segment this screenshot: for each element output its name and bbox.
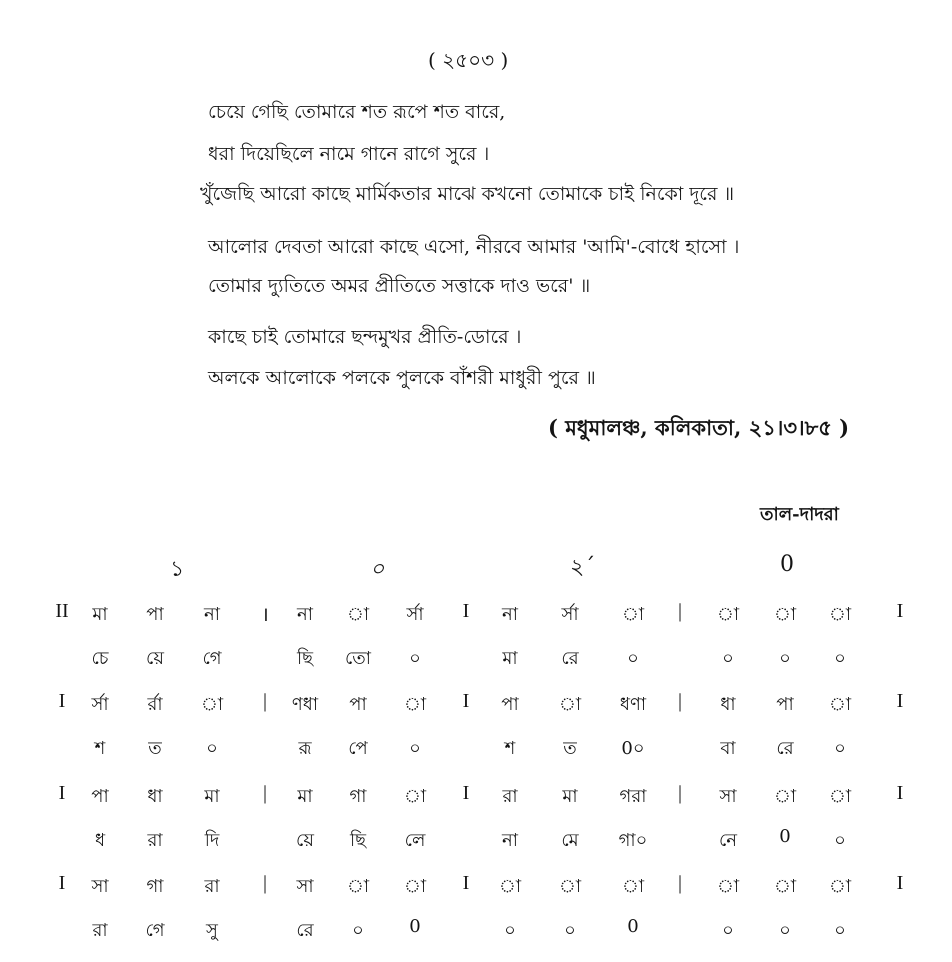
note-cell: মা [297, 786, 313, 807]
syllable-cell: গে [145, 920, 165, 941]
syllable-cell: 0 [627, 916, 639, 937]
row-end-bar: I [896, 782, 904, 804]
syllable-cell: য়ে [296, 830, 314, 851]
note-cell: া [558, 694, 582, 715]
syllable-cell: বা [720, 738, 736, 759]
syllable-cell: ০ [409, 738, 421, 759]
note-cell: গরা [619, 786, 647, 807]
note-cell: ধা [147, 786, 163, 807]
note-cell: া [828, 604, 852, 625]
syllable-cell: রূ [298, 738, 312, 759]
note-cell: া [773, 876, 797, 897]
bar-line: | [677, 782, 683, 804]
note-cell: মা [204, 786, 220, 807]
note-cell: সা [719, 786, 737, 807]
beat-marker: ২´ [570, 555, 596, 580]
note-cell: া [403, 876, 427, 897]
note-cell: রা [204, 876, 220, 897]
syllable-cell: রে [296, 920, 314, 941]
note-cell: না [297, 604, 313, 625]
syllable-cell: ০ [722, 920, 734, 941]
note-cell: সা [91, 876, 109, 897]
note-cell: না [502, 604, 518, 625]
syllable-cell: পে [348, 738, 368, 759]
note-cell: মা [562, 786, 578, 807]
row-end-bar: I [896, 690, 904, 712]
syllable-cell: মে [561, 830, 579, 851]
syllable-cell: ০ [504, 920, 516, 941]
note-cell: া [828, 694, 852, 715]
syllable-cell: লে [404, 830, 426, 851]
row-start-bar: II [55, 600, 69, 622]
note-cell: পা [776, 694, 794, 715]
lyric-line: ধরা দিয়েছিলে নামে গানে রাগে সুরে । [208, 143, 490, 165]
note-cell: সা [296, 876, 314, 897]
note-cell: া [558, 876, 582, 897]
syllable-cell: গা০ [618, 830, 648, 851]
syllable-cell: রা [92, 920, 108, 941]
syllable-cell: ০ [627, 648, 639, 669]
row-start-bar: I [58, 872, 66, 894]
syllable-cell: 0০ [621, 738, 645, 759]
syllable-cell: ০ [779, 920, 791, 941]
lyric-line: অলকে আলোকে পলকে পুলকে বাঁশরী মাধুরী পুরে ॥ [208, 367, 596, 389]
lyric-line: তোমার দ্যুতিতে অমর প্রীতিতে সত্তাকে দাও ভরে' ॥ [208, 275, 591, 297]
syllable-cell: ০ [722, 648, 734, 669]
song-number: ( ২৫০৩ ) [428, 48, 509, 72]
syllable-cell: গে [202, 648, 222, 669]
note-cell: া [716, 876, 740, 897]
syllable-cell: শ [94, 738, 106, 759]
note-cell: পা [501, 694, 519, 715]
beat-marker: ০ [370, 557, 385, 582]
note-cell: া [346, 604, 370, 625]
syllable-cell: ছি [296, 648, 314, 669]
note-cell: ণধা [291, 694, 319, 715]
tala-label: তাল-দাদরা [760, 504, 839, 525]
note-cell: ধা [720, 694, 736, 715]
note-cell: া [716, 604, 740, 625]
lyric-line: কাছে চাই তোমারে ছন্দমুখর প্রীতি-ডোরে । [208, 326, 522, 348]
note-cell: া [828, 786, 852, 807]
syllable-cell: না [502, 830, 518, 851]
note-cell: রা [502, 786, 518, 807]
row-end-bar: I [896, 600, 904, 622]
note-cell: া [621, 876, 645, 897]
note-cell: মা [92, 604, 108, 625]
note-cell: া [773, 604, 797, 625]
note-cell: া [403, 694, 427, 715]
syllable-cell: ০ [834, 920, 846, 941]
bar-line: | [677, 872, 683, 894]
bar-line: | [262, 872, 268, 894]
bar-line: I [462, 782, 470, 804]
note-cell: া [828, 876, 852, 897]
syllable-cell: ত [148, 738, 162, 759]
note-cell: পা [146, 604, 164, 625]
note-cell: া [773, 786, 797, 807]
beat-marker: ১ [170, 557, 185, 582]
row-end-bar: I [896, 872, 904, 894]
syllable-cell: ছি [349, 830, 367, 851]
bar-line: I [462, 600, 470, 622]
note-cell: র্রা [147, 694, 163, 715]
lyric-line: খুঁজেছি আরো কাছে মার্মিকতার মাঝে কখনো তোমাকে চাই নিকো দূরে ॥ [200, 183, 735, 205]
syllable-cell: য়ে [146, 648, 164, 669]
note-cell: পা [349, 694, 367, 715]
beat-marker: 0 [780, 552, 794, 577]
row-start-bar: I [58, 690, 66, 712]
note-cell: ধণা [619, 694, 647, 715]
note-cell: গা [349, 786, 367, 807]
bar-line: | [677, 690, 683, 712]
note-cell: া [346, 876, 370, 897]
bar-line: | [262, 690, 268, 712]
syllable-cell: ০ [834, 738, 846, 759]
syllable-cell: ০ [352, 920, 364, 941]
syllable-cell: ০ [206, 738, 218, 759]
syllable-cell: ০ [834, 830, 846, 851]
syllable-cell: দি [204, 830, 220, 851]
lyric-line: চেয়ে গেছি তোমারে শত রূপে শত বারে, [208, 101, 506, 123]
note-cell: া [498, 876, 522, 897]
note-cell: র্সা [406, 604, 424, 625]
bar-line: | [262, 782, 268, 804]
source-citation: ( মধুমালঞ্চ, কলিকাতা, ২১।৩।৮৫ ) [548, 415, 850, 440]
bar-line: । [261, 604, 269, 626]
note-cell: া [200, 694, 224, 715]
syllable-cell: ০ [409, 648, 421, 669]
syllable-cell: 0 [409, 916, 421, 937]
syllable-cell: ০ [779, 648, 791, 669]
note-cell: গা [146, 876, 164, 897]
bar-line: I [462, 690, 470, 712]
note-cell: র্সা [561, 604, 579, 625]
note-cell: া [403, 786, 427, 807]
note-cell: পা [91, 786, 109, 807]
note-cell: া [621, 604, 645, 625]
syllable-cell: রে [776, 738, 794, 759]
syllable-cell: চে [91, 648, 109, 669]
bar-line: I [462, 872, 470, 894]
syllable-cell: ত [563, 738, 577, 759]
syllable-cell: নে [718, 830, 738, 851]
note-cell: র্সা [91, 694, 109, 715]
lyric-line: আলোর দেবতা আরো কাছে এসো, নীরবে আমার 'আমি'-বোধে হাসো । [208, 236, 740, 258]
row-start-bar: I [58, 782, 66, 804]
syllable-cell: রা [147, 830, 163, 851]
syllable-cell: সু [206, 920, 218, 941]
syllable-cell: রে [561, 648, 579, 669]
syllable-cell: ধ [94, 830, 106, 851]
syllable-cell: ০ [564, 920, 576, 941]
syllable-cell: 0 [779, 826, 791, 847]
syllable-cell: শ [504, 738, 516, 759]
note-cell: না [204, 604, 220, 625]
syllable-cell: তো [344, 648, 372, 669]
syllable-cell: ০ [834, 648, 846, 669]
bar-line: | [677, 600, 683, 622]
syllable-cell: মা [502, 648, 518, 669]
